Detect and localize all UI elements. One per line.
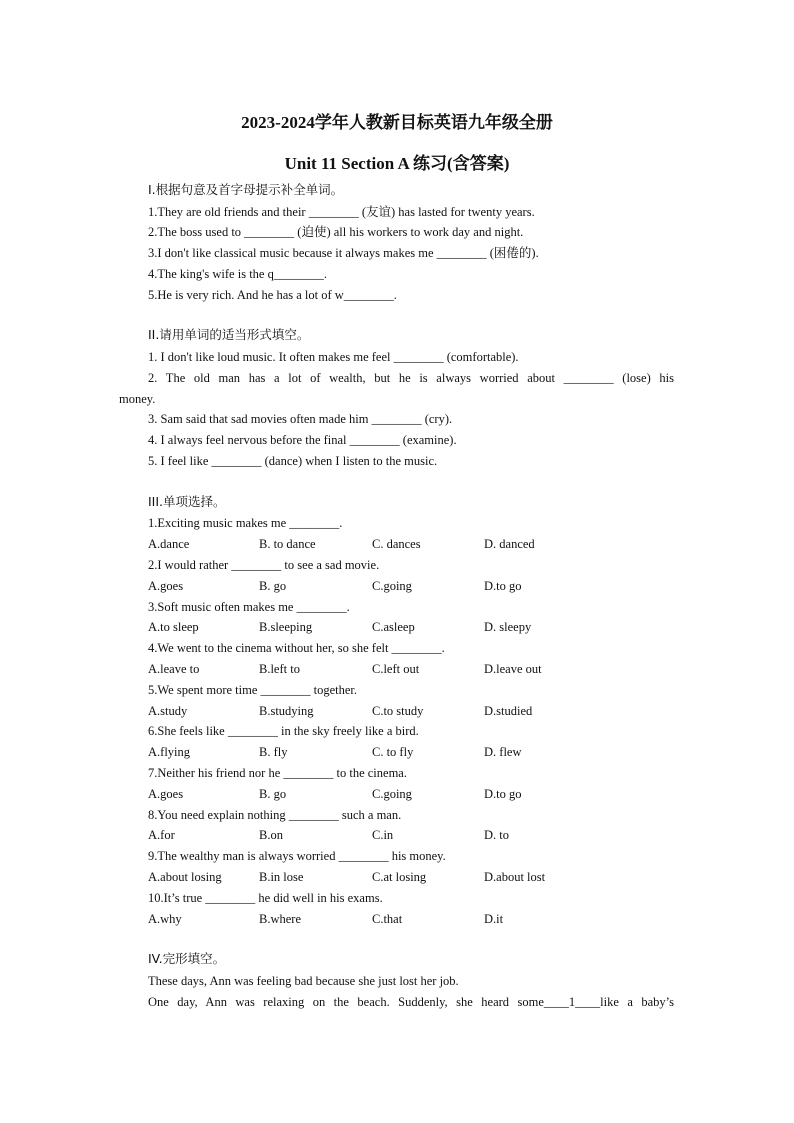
mc-option: A.flying (148, 745, 191, 759)
s2-item-5: 5. I feel like ________ (dance) when I listen to the music. (148, 454, 438, 468)
s2-item-1: 1. I don't like loud music. It often makes me feel ________ (comfortable). (148, 350, 519, 364)
mc-option: A.about losing (148, 870, 222, 884)
mc-option: B. to dance (259, 537, 316, 551)
mc-question-4: 4.We went to the cinema without her, so she felt ________. (148, 641, 445, 655)
mc-option: A.goes (148, 579, 184, 593)
mc-question-9: 9.The wealthy man is always worried ________ his money. (148, 849, 446, 863)
section-3-heading: III.单项选择。 (148, 494, 226, 509)
cloze-blank-1: ____1____ (543, 995, 601, 1009)
mc-option: A.study (148, 704, 188, 718)
s1-item-5: 5.He is very rich. And he has a lot of w________. (148, 288, 397, 302)
mc-option: D.to go (484, 787, 522, 801)
s1-item-4: 4.The king's wife is the q________. (148, 267, 327, 281)
page-subtitle: Unit 11 Section A 练习(含答案) (284, 154, 510, 173)
mc-question-8: 8.You need explain nothing ________ such a man. (148, 808, 402, 822)
mc-option: B.where (259, 912, 301, 926)
mc-option: C.at losing (372, 870, 427, 884)
mc-option: B.sleeping (259, 620, 313, 634)
s2-item-4: 4. I always feel nervous before the final ________ (examine). (148, 433, 457, 447)
mc-option: C.going (372, 579, 412, 593)
mc-question-10: 10.It’s true ________ he did well in his exams. (148, 891, 383, 905)
mc-option: D.studied (484, 704, 533, 718)
s1-item-3: 3.I don't like classical music because it always makes me ________ (困倦的). (148, 246, 539, 260)
mc-option: B.in lose (259, 870, 304, 884)
mc-question-7: 7.Neither his friend nor he ________ to the cinema. (148, 766, 407, 780)
mc-option: D. danced (484, 537, 535, 551)
s2-item-2-cont: money. (119, 392, 156, 406)
mc-option: B.studying (259, 704, 314, 718)
cloze-line-2 (148, 994, 674, 1010)
mc-option: C. to fly (372, 745, 414, 759)
mc-option: C. dances (372, 537, 421, 551)
mc-option: D. sleepy (484, 620, 532, 634)
cloze-text-a: One day, Ann was relaxing on the beach. Suddenly, she heard some (148, 995, 544, 1009)
mc-question-2: 2.I would rather ________ to see a sad movie. (148, 558, 380, 572)
section-2-heading: II.请用单词的适当形式填空。 (148, 327, 310, 342)
s2-item-3: 3. Sam said that sad movies often made him ________ (cry). (148, 412, 453, 426)
mc-option: A.why (148, 912, 182, 926)
mc-question-5: 5.We spent more time ________ together. (148, 683, 358, 697)
mc-option: B.on (259, 828, 283, 842)
mc-option: D.to go (484, 579, 522, 593)
mc-option: C.left out (372, 662, 420, 676)
mc-option: D.leave out (484, 662, 542, 676)
mc-option: B.left to (259, 662, 300, 676)
mc-question-3: 3.Soft music often makes me ________. (148, 600, 350, 614)
mc-option: D. flew (484, 745, 522, 759)
mc-option: A.goes (148, 787, 184, 801)
s1-item-1: 1.They are old friends and their ________ (友谊) has lasted for twenty years. (148, 205, 535, 219)
mc-option: B. fly (259, 745, 288, 759)
mc-option: C.going (372, 787, 412, 801)
mc-option: B. go (259, 787, 287, 801)
section-4-heading: IV.完形填空。 (148, 951, 226, 966)
page-title: 2023-2024学年人教新目标英语九年级全册 (241, 113, 553, 132)
mc-question-6: 6.She feels like ________ in the sky freely like a bird. (148, 724, 419, 738)
mc-option: D.it (484, 912, 504, 926)
s1-item-2: 2.The boss used to ________ (迫使) all his workers to work day and night. (148, 225, 524, 239)
mc-option: C.that (372, 912, 403, 926)
cloze-text-b: like a baby’s (600, 995, 674, 1009)
mc-option: D.about lost (484, 870, 546, 884)
mc-option: C.to study (372, 704, 424, 718)
mc-option: A.for (148, 828, 175, 842)
section-1-heading: I.根据句意及首字母提示补全单词。 (148, 182, 344, 197)
mc-option: A.to sleep (148, 620, 199, 634)
mc-option: C.in (372, 828, 394, 842)
mc-option: D. to (484, 828, 509, 842)
mc-option: A.dance (148, 537, 190, 551)
mc-option: B. go (259, 579, 287, 593)
cloze-line-1: These days, Ann was feeling bad because she just lost her job. (148, 974, 459, 988)
s2-item-2: 2. The old man has a lot of wealth, but he is always worried about ________ (lose) his (148, 371, 674, 385)
mc-option: A.leave to (148, 662, 200, 676)
mc-question-1: 1.Exciting music makes me ________. (148, 516, 343, 530)
mc-option: C.asleep (372, 620, 415, 634)
